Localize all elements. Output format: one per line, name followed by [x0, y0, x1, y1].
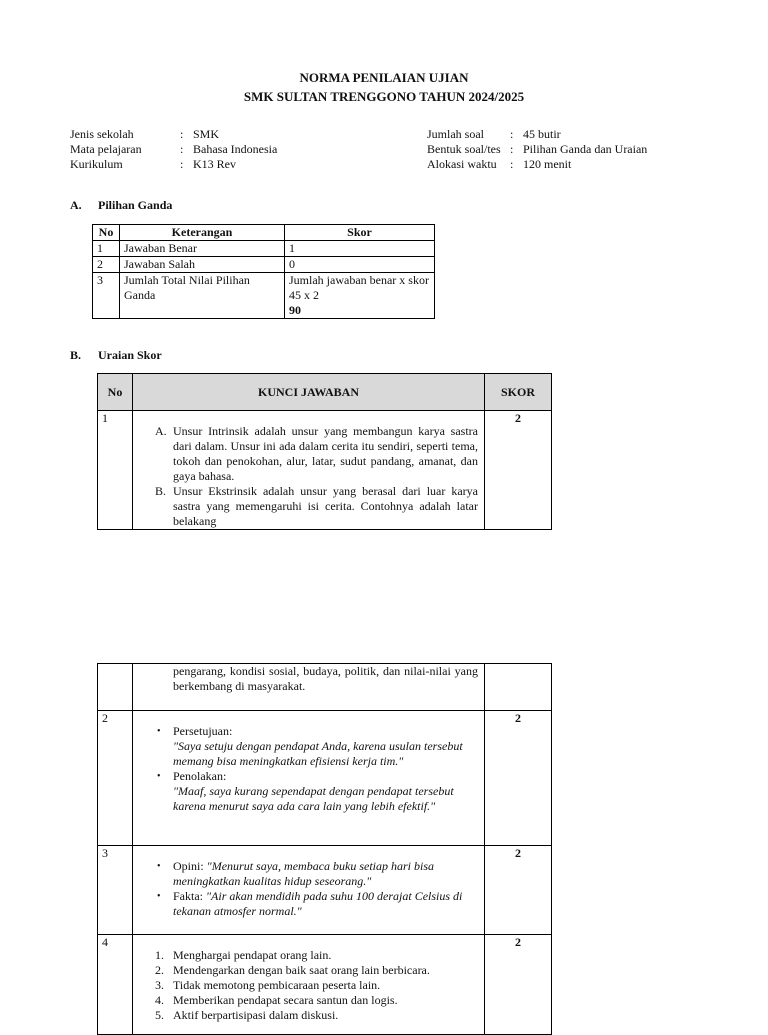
info-colon: :: [180, 142, 184, 156]
list-item: [133, 484, 478, 529]
info-label: Kurikulum: [70, 157, 123, 171]
list-item: [133, 769, 480, 814]
info-value: 120 menit: [523, 157, 572, 171]
cell-no: 3: [93, 273, 120, 319]
answer-text-continued: pengarang, kondisi sosial, budaya, politik, dan nilai-nilai yang berkembang di masyarakat.: [173, 664, 478, 693]
list-marker: 4.: [155, 993, 164, 1007]
col-header-skor: Skor: [285, 225, 435, 241]
cell-skor: [285, 273, 435, 319]
list-marker: 5.: [155, 1008, 164, 1022]
cell-no: 3: [98, 846, 133, 935]
answer-quote: "Saya setuju dengan pendapat Anda, karena usulan tersebut memang bisa meningkatkan efisiensi kerja tim.": [173, 739, 463, 768]
answer-list: [133, 711, 480, 814]
info-value: 45 butir: [523, 127, 561, 141]
info-row-mata-pelajaran: [70, 142, 277, 157]
list-item: [133, 1008, 480, 1023]
info-left: [70, 127, 277, 172]
list-item: [133, 424, 478, 484]
list-marker: 3.: [155, 978, 164, 992]
cell-no: [98, 664, 133, 711]
cell-kunci-jawaban: [133, 711, 485, 846]
table-row: [98, 711, 552, 846]
table-row: [93, 241, 435, 257]
col-header-no: No: [98, 374, 133, 411]
answer-quote: "Menurut saya, membaca buku setiap hari bisa meningkatkan kualitas hidup seseorang.": [173, 859, 435, 888]
table-row: [98, 935, 552, 1035]
info-label: Jenis sekolah: [70, 127, 134, 141]
cell-kunci-jawaban: [133, 664, 485, 711]
answer-text: Memberikan pendapat secara santun dan logis.: [173, 993, 398, 1007]
cell-skor: 0: [285, 257, 435, 273]
cell-kunci-jawaban: [133, 846, 485, 935]
col-header-kunci-jawaban: KUNCI JAWABAN: [133, 374, 485, 411]
answer-label: Persetujuan:: [173, 724, 233, 738]
cell-kunci-jawaban: [133, 411, 485, 530]
answer-text: Menghargai pendapat orang lain.: [173, 948, 332, 962]
list-marker: 2.: [155, 963, 164, 977]
bullet-marker: •: [157, 726, 161, 737]
skor-calculation: 45 x 2: [289, 288, 319, 302]
table-row: [93, 273, 435, 319]
cell-keterangan: Jumlah Total Nilai Pilihan Ganda: [120, 273, 285, 319]
answer-text: Unsur Intrinsik adalah unsur yang membangun karya sastra dari dalam. Unsur ini ada dalam cerita itu sendiri, seperti tema, tokoh dan penokohan, alur, latar, sudut pandang, amanat, dan gaya bahasa.: [173, 424, 478, 483]
cell-kunci-jawaban: [133, 935, 485, 1035]
info-label: Jumlah soal: [427, 127, 484, 141]
pilihan-ganda-table: [92, 224, 435, 319]
answer-label: Penolakan:: [173, 769, 227, 783]
list-item: [133, 978, 480, 993]
list-marker: 1.: [155, 948, 164, 962]
doc-title-line1: NORMA PENILAIAN UJIAN: [299, 70, 469, 85]
info-row-jenis-sekolah: [70, 127, 277, 142]
info-right: [427, 127, 647, 172]
info-label: Bentuk soal/tes: [427, 142, 501, 156]
info-label: Mata pelajaran: [70, 142, 142, 156]
section-b-heading: [70, 348, 162, 363]
list-item: [133, 948, 480, 963]
table-header-row: [93, 225, 435, 241]
cell-no: 1: [93, 241, 120, 257]
answer-text: Mendengarkan dengan baik saat orang lain berbicara.: [173, 963, 430, 977]
skor-total: 90: [289, 303, 301, 317]
info-colon: :: [180, 157, 184, 171]
info-value: K13 Rev: [193, 157, 236, 171]
answer-list: [133, 935, 480, 1023]
cell-skor: 2: [485, 846, 552, 935]
answer-label: Opini:: [173, 859, 207, 873]
section-title: Uraian Skor: [98, 348, 162, 362]
section-letter: B.: [70, 348, 82, 362]
info-colon: :: [180, 127, 184, 141]
cell-skor: 2: [485, 935, 552, 1035]
info-colon: :: [510, 127, 514, 141]
bullet-marker: •: [157, 771, 161, 782]
bullet-marker: •: [157, 891, 161, 902]
info-value: Pilihan Ganda dan Uraian: [523, 142, 648, 156]
answer-text: Tidak memotong pembicaraan peserta lain.: [173, 978, 381, 992]
cell-no: 1: [98, 411, 133, 530]
list-item: [133, 963, 480, 978]
table-row: [98, 846, 552, 935]
info-row-alokasi-waktu: [427, 157, 647, 172]
uraian-table-page1: [97, 373, 552, 530]
list-marker: B.: [155, 484, 167, 498]
doc-title-line2: SMK SULTAN TRENGGONO TAHUN 2024/2025: [243, 89, 525, 104]
bullet-marker: •: [157, 861, 161, 872]
section-a-heading: [70, 198, 172, 213]
list-item: [133, 859, 480, 889]
answer-label: Fakta:: [173, 889, 206, 903]
list-marker: A.: [155, 424, 167, 438]
col-header-keterangan: Keterangan: [120, 225, 285, 241]
list-item: [133, 889, 480, 919]
info-value: Bahasa Indonesia: [193, 142, 278, 156]
info-colon: :: [510, 157, 514, 171]
cell-skor: 2: [485, 711, 552, 846]
table-row: [93, 257, 435, 273]
answer-list: [133, 846, 480, 919]
table-row: [98, 664, 552, 711]
info-row-kurikulum: [70, 157, 277, 172]
cell-no: 2: [93, 257, 120, 273]
info-colon: :: [510, 142, 514, 156]
table-header-row: [98, 374, 552, 411]
cell-skor: [485, 664, 552, 711]
answer-quote: "Maaf, saya kurang sependapat dengan pendapat tersebut karena menurut saya ada cara lain yang lebih efektif.": [173, 784, 454, 813]
cell-keterangan: Jawaban Benar: [120, 241, 285, 257]
info-label: Alokasi waktu: [427, 157, 497, 171]
cell-keterangan: Jawaban Salah: [120, 257, 285, 273]
cell-skor: 2: [485, 411, 552, 530]
answer-text: Aktif berpartisipasi dalam diskusi.: [173, 1008, 339, 1022]
info-row-jumlah-soal: [427, 127, 647, 142]
cell-no: 2: [98, 711, 133, 846]
uraian-table-page2: [97, 663, 552, 1035]
col-header-skor: SKOR: [485, 374, 552, 411]
cell-skor: 1: [285, 241, 435, 257]
section-title: Pilihan Ganda: [98, 198, 173, 212]
answer-quote: "Air akan mendidih pada suhu 100 derajat Celsius di tekanan atmosfer normal.": [173, 889, 463, 918]
answer-list: [133, 411, 480, 529]
cell-no: 4: [98, 935, 133, 1035]
answer-text: Unsur Ekstrinsik adalah unsur yang berasal dari luar karya sastra yang memengaruhi isi cerita. Contohnya adalah latar belakang: [173, 484, 478, 528]
col-header-no: No: [93, 225, 120, 241]
section-letter: A.: [70, 198, 82, 212]
info-value: SMK: [193, 127, 220, 141]
skor-formula: Jumlah jawaban benar x skor: [289, 273, 429, 287]
list-item: [133, 993, 480, 1008]
table-row: [98, 411, 552, 530]
info-row-bentuk-soal: [427, 142, 647, 157]
list-item: [133, 724, 480, 769]
